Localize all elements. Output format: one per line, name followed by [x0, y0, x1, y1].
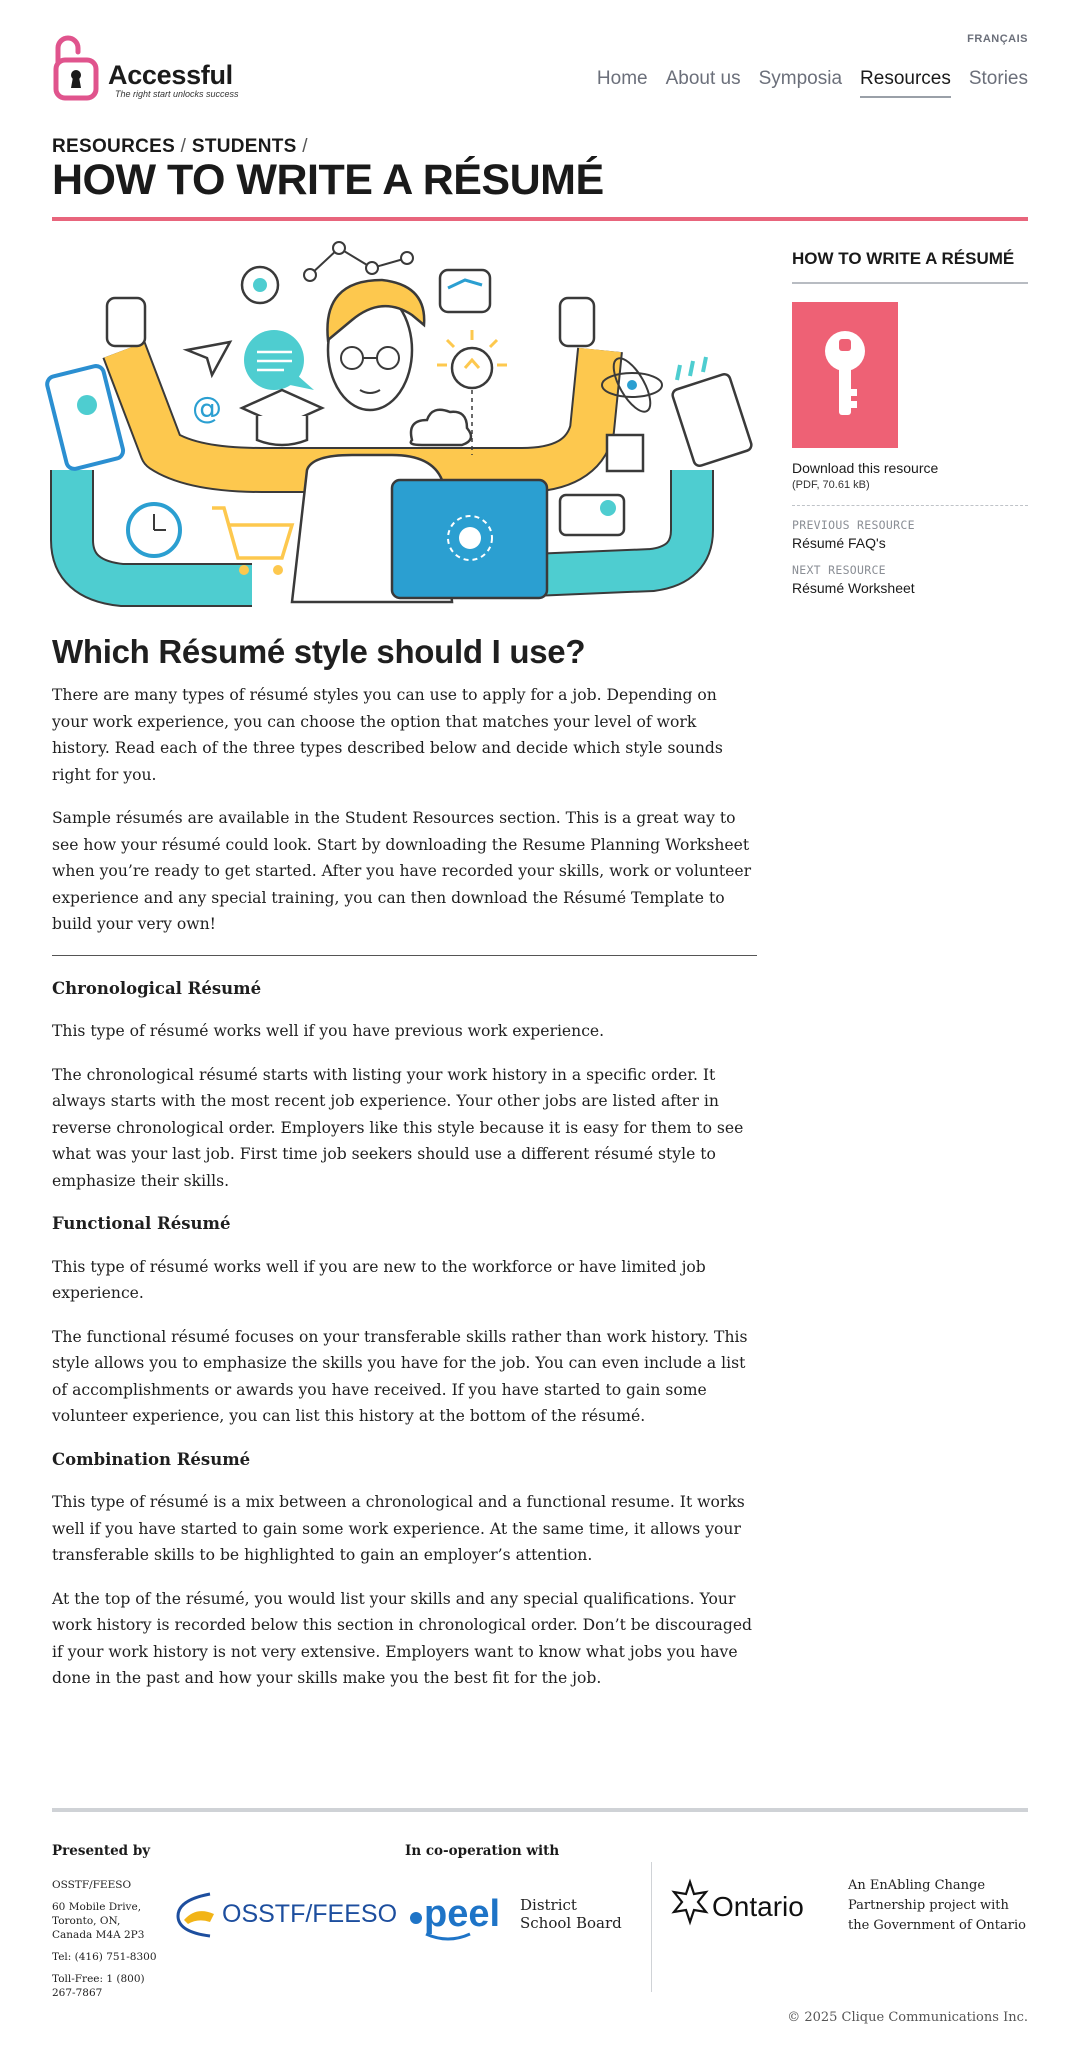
key-icon — [821, 329, 869, 421]
logo-name[interactable]: Accessful — [108, 60, 233, 90]
previous-resource-link[interactable]: Résumé FAQ's — [792, 535, 886, 551]
sidebar-title: HOW TO WRITE A RÉSUMÉ — [792, 248, 1028, 284]
article-heading: Which Résumé style should I use? — [52, 633, 586, 670]
section-paragraph: The functional résumé focuses on your transferable skills rather than work history. This style allows you to emphasize the skills you have for the job. You can even include a list of accomplishments or awards you have received. If you have started to gain some volunteer experience, you can list this history at the bottom of the résumé. — [52, 1327, 748, 1425]
peel-name: peel — [424, 1893, 501, 1935]
cooperation-label: In co-operation with — [405, 1843, 560, 1859]
nav-symposia[interactable]: Symposia — [758, 68, 843, 89]
peel-dsb-logo[interactable] — [408, 1884, 622, 1942]
section-heading-chronological: Chronological Résumé — [52, 978, 262, 998]
next-resource-link[interactable]: Résumé Worksheet — [792, 580, 915, 596]
copyright: © 2025 Clique Communications Inc. — [787, 2010, 1028, 2025]
title-divider — [52, 217, 1028, 221]
page-title: HOW TO WRITE A RÉSUMÉ — [52, 156, 604, 204]
footer-divider — [52, 1808, 1028, 1812]
file-info: (PDF, 70.61 kB) — [792, 479, 870, 491]
article-divider — [52, 955, 757, 956]
section-paragraph: At the top of the résumé, you would list your skills and any special qualifications. Your work history is recorded below this section in chronological order. Don’t be discouraged if your work history is not very extensive. Employers want to know what jobs you have done in the past and how your skills make you the best fit for the job. — [52, 1589, 753, 1687]
section-paragraph: This type of résumé is a mix between a chronological and a functional resume. It works well if you have started to gain some work experience. At the same time, it allows your transferable skills to be highlighted to gain an employer’s attention. — [52, 1493, 745, 1564]
next-resource-label: NEXT RESOURCE — [792, 563, 886, 577]
footer-address — [52, 1878, 162, 2008]
language-toggle-link[interactable]: FRANÇAIS — [967, 33, 1028, 45]
osstf-logo-text: OSSTF/FEESO — [222, 1900, 398, 1928]
org-address: 60 Mobile Drive, Toronto, ON, Canada M4A 2P3 — [52, 1901, 145, 1941]
padlock-icon — [56, 38, 96, 98]
nav-resources[interactable]: Resources — [860, 68, 951, 98]
footer-vertical-divider — [651, 1862, 652, 1992]
nav-about-us[interactable]: About us — [665, 68, 741, 89]
peel-line2: School Board — [520, 1914, 622, 1932]
sidebar-divider — [792, 505, 1028, 506]
article-intro-paragraph: Sample résumés are available in the Student Resources section. This is a great way to see how your résumé could look. Start by downloading the Resume Planning Worksheet when you’re ready to get started. After you have recorded your skills, work or volunteer experience and any special training, you can then download the Résumé Template to build your very own! — [52, 809, 752, 933]
enabling-change-text: An EnAbling Change Partnership project with the Government of Ontario — [848, 1878, 1026, 1933]
section-paragraph: This type of résumé works well if you have previous work experience. — [52, 1022, 605, 1040]
section-heading-combination: Combination Résumé — [52, 1449, 251, 1469]
org-name: OSSTF/FEESO — [52, 1879, 132, 1891]
section-paragraph: The chronological résumé starts with listing your work history in a specific order. It always starts with the most recent job experience. Your other jobs are listed after in reverse chronological order. Employers like this style because it is easy for them to see what was your last job. First time job seekers should use a different résumé style to emphasize their skills. — [52, 1065, 744, 1190]
presented-by-label: Presented by — [52, 1843, 151, 1859]
nav-stories[interactable]: Stories — [968, 68, 1028, 89]
peel-line1: District — [520, 1896, 577, 1914]
ontario-wordmark: Ontario — [712, 1891, 804, 1922]
svg-text:@: @ — [192, 391, 222, 426]
previous-resource-label: PREVIOUS RESOURCE — [792, 518, 915, 532]
article-content — [52, 632, 757, 1709]
resource-thumbnail[interactable] — [792, 302, 898, 448]
resume-illustration — [52, 240, 757, 602]
breadcrumb-separator: / — [180, 136, 187, 157]
breadcrumb-resources[interactable]: RESOURCES — [52, 136, 176, 157]
section-paragraph: This type of résumé works well if you are new to the workforce or have limited job experience. — [52, 1257, 706, 1302]
section-heading-functional: Functional Résumé — [52, 1214, 231, 1233]
breadcrumb-separator: / — [302, 136, 308, 157]
resource-sidebar — [792, 248, 1028, 596]
org-tollfree: Toll-Free: 1 (800) 267-7867 — [52, 1973, 145, 1999]
article-intro-paragraph: There are many types of résumé styles you can use to apply for a job. Depending on your work experience, you can choose the option that matches your level of work history. Read each of the three types described below and decide which style sounds right for you. — [52, 686, 723, 784]
org-phone: Tel: (416) 751-8300 — [52, 1951, 157, 1963]
breadcrumb — [52, 136, 308, 158]
logo-tagline: The right start unlocks success — [115, 89, 239, 99]
main-nav — [597, 68, 1028, 98]
download-resource-link[interactable]: Download this resource — [792, 460, 939, 476]
nav-home[interactable]: Home — [596, 68, 648, 89]
osstf-logo[interactable] — [170, 1886, 398, 1942]
ontario-logo[interactable] — [668, 1876, 818, 1932]
breadcrumb-students[interactable]: STUDENTS — [191, 136, 297, 157]
